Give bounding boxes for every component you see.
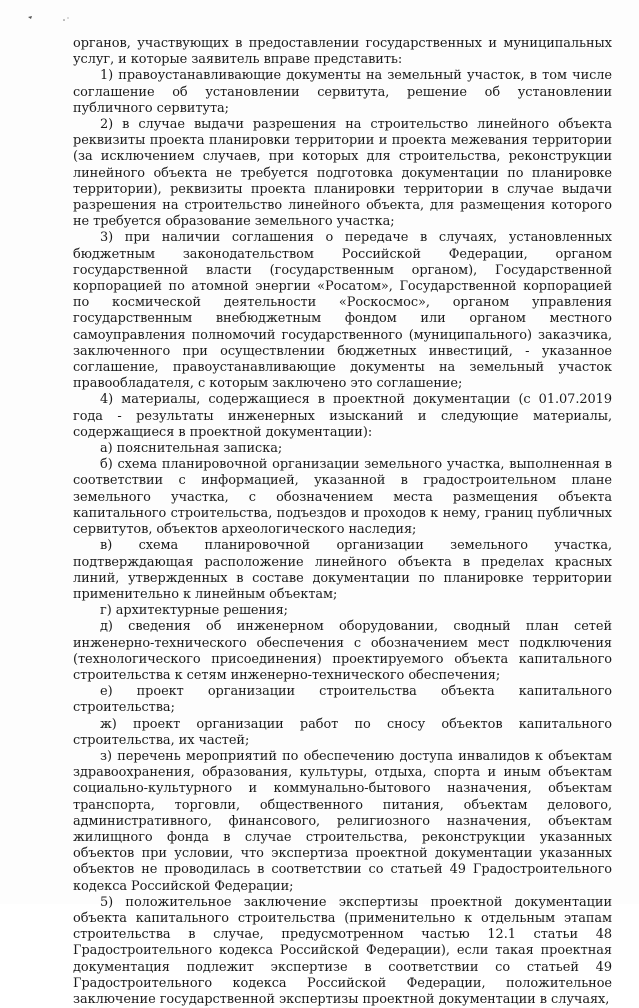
scan-artifact-marks [26, 12, 76, 24]
paragraph-item-4a: а) пояснительная записка; [100, 441, 283, 457]
paragraph-item-4e: е) проект организации строительства объекта капитального строительства; [73, 684, 612, 716]
paragraph-item-5: 5) положительное заключение экспертизы проектной документации объекта капитального строительства (применительно к отдельным этапам строительства в случае, предусмотренном частью 12.1 статьи 48 Градостроительного кодекса Российской Федерации), если такая проектная документация подлежит экспертизе в соответствии со статьей 49 Градостроительного кодекса Российской Федерации, положительное заключение государственной экспертизы проектной документации в случаях, [73, 894, 612, 1007]
paragraph-item-4v: в) схема планировочной организации земельного участка, подтверждающая расположение линейного объекта в пределах красных линий, утвержденных в составе документации по планировке территории применительно к линейным объектам; [73, 538, 612, 602]
paragraph-item-1: 1) правоустанавливающие документы на земельный участок, в том числе соглашение об установлении сервитута, решение об установлении публичного сервитута; [73, 68, 612, 116]
document-text [73, 36, 612, 1008]
paragraph-item-4b: б) схема планировочной организации земельного участка, выполненная в соответствии с информацией, указанной в градостроительном плане земельного участка, с обозначением места размещения объекта капитального строительства, подъездов и проходов к нему, границ публичных сервитутов, объектов археологического наследия; [73, 457, 612, 538]
paragraph-item-4: 4) материалы, содержащиеся в проектной документации (с 01.07.2019 года - результаты инженерных изысканий и следующие материалы, содержащиеся в проектной документации): [73, 392, 612, 440]
paragraph-item-3: 3) при наличии соглашения о передаче в случаях, установленных бюджетным законодательством Российской Федерации, органом государственной власти (государственным органом), Государственной корпорацией по атомной энергии «Росатом», Государственной корпорацией по космической деятельности «Роскосмос», органом управления государственным внебюджетным фондом или органом местного самоуправления полномочий государственного (муниципального) заказчика, заключенного при осуществлении бюджетных инвестиций, - указанное соглашение, правоустанавливающие документы на земельный участок правообладателя, с которым заключено это соглашение; [73, 230, 612, 392]
paragraph-item-4zh: ж) проект организации работ по сносу объектов капитального строительства, их частей; [73, 716, 612, 748]
paragraph-item-4z: з) перечень мероприятий по обеспечению доступа инвалидов к объектам здравоохранения, образования, культуры, отдыха, спорта и иным объектам социально-культурного и коммунально-бытового назначения, объектам транспорта, торговли, общественного питания, объектам делового, административного, финансового, религиозного назначения, объектам жилищного фонда в случае строительства, реконструкции указанных объектов при условии, что экспертиза проектной документации указанных объектов не проводилась в соответствии со статьей 49 Градостроительного кодекса Российской Федерации; [73, 748, 612, 894]
paragraph-item-4d: д) сведения об инженерном оборудовании, сводный план сетей инженерно-технического обеспечения с обозначением мест подключения (технологического присоединения) проектируемого объекта капитального строительства к сетям инженерно-технического обеспечения; [73, 619, 612, 683]
paragraph-item-2: 2) в случае выдачи разрешения на строительство линейного объекта реквизиты проекта планировки территории и проекта межевания территории (за исключением случаев, при которых для строительства, реконструкции линейного объекта не требуется подготовка документации по планировке территории), реквизиты проекта планировки территории в случае выдачи разрешения на строительство линейного объекта, для размещения которого не требуется образование земельного участка; [73, 117, 612, 230]
paragraph-item-4g: г) архитектурные решения; [100, 603, 288, 619]
paragraph-continuation: органов, участвующих в предоставлении государственных и муниципальных услуг, и которые заявитель вправе представить: [73, 36, 612, 68]
